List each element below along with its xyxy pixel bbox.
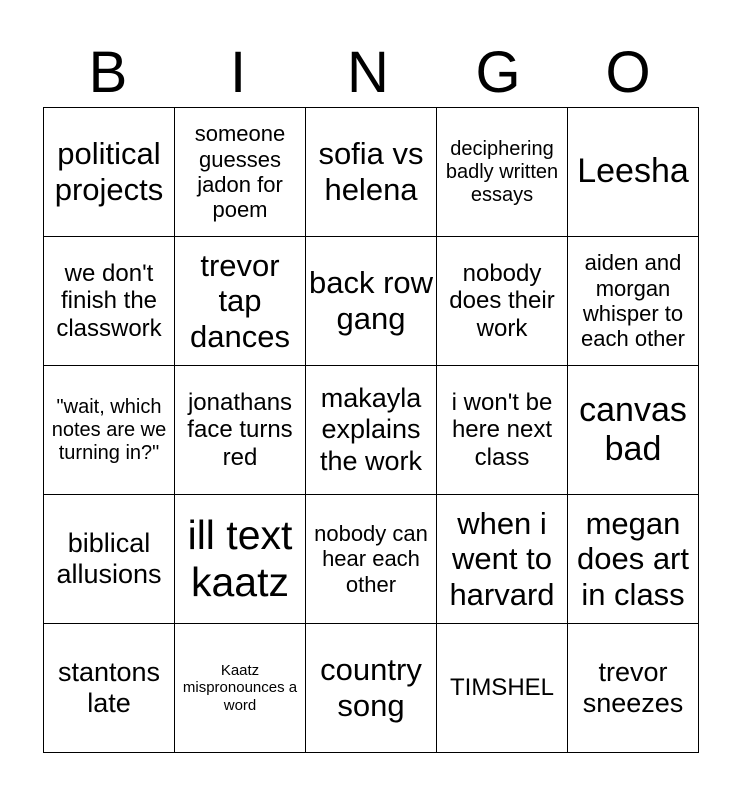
bingo-cell[interactable]: we don't finish the classwork [44, 237, 175, 366]
bingo-cell[interactable]: country song [306, 624, 437, 753]
bingo-cell[interactable]: canvas bad [568, 366, 699, 495]
board-row [44, 237, 699, 366]
bingo-cell[interactable]: stantons late [44, 624, 175, 753]
bingo-cell[interactable]: sofia vs helena [306, 108, 437, 237]
bingo-cell[interactable]: someone guesses jadon for poem [175, 108, 306, 237]
header-letter-n: N [347, 40, 389, 105]
bingo-cell[interactable]: Kaatz mispronounces a word [175, 624, 306, 753]
board-row [44, 108, 699, 237]
bingo-cell[interactable]: when i went to harvard [437, 495, 568, 624]
header-letter-g: G [475, 40, 521, 105]
bingo-cell[interactable]: jonathans face turns red [175, 366, 306, 495]
bingo-cell[interactable]: aiden and morgan whisper to each other [568, 237, 699, 366]
header-letter-i: I [229, 40, 247, 105]
header-letter-o: O [605, 40, 651, 105]
bingo-cell[interactable]: ill text kaatz [175, 495, 306, 624]
bingo-header [43, 38, 693, 108]
bingo-board [43, 107, 699, 753]
bingo-cell[interactable]: biblical allusions [44, 495, 175, 624]
board-row [44, 495, 699, 624]
bingo-cell[interactable]: political projects [44, 108, 175, 237]
bingo-cell[interactable]: megan does art in class [568, 495, 699, 624]
bingo-cell[interactable]: trevor tap dances [175, 237, 306, 366]
bingo-cell[interactable]: deciphering badly written essays [437, 108, 568, 237]
bingo-cell[interactable]: back row gang [306, 237, 437, 366]
bingo-cell[interactable]: makayla explains the work [306, 366, 437, 495]
board-row [44, 366, 699, 495]
bingo-cell[interactable]: TIMSHEL [437, 624, 568, 753]
board-row [44, 624, 699, 753]
bingo-cell[interactable]: trevor sneezes [568, 624, 699, 753]
bingo-cell[interactable]: "wait, which notes are we turning in?" [44, 366, 175, 495]
bingo-cell[interactable]: Leesha [568, 108, 699, 237]
header-letter-b: B [88, 40, 128, 105]
bingo-cell[interactable]: i won't be here next class [437, 366, 568, 495]
bingo-cell[interactable]: nobody does their work [437, 237, 568, 366]
bingo-cell[interactable]: nobody can hear each other [306, 495, 437, 624]
